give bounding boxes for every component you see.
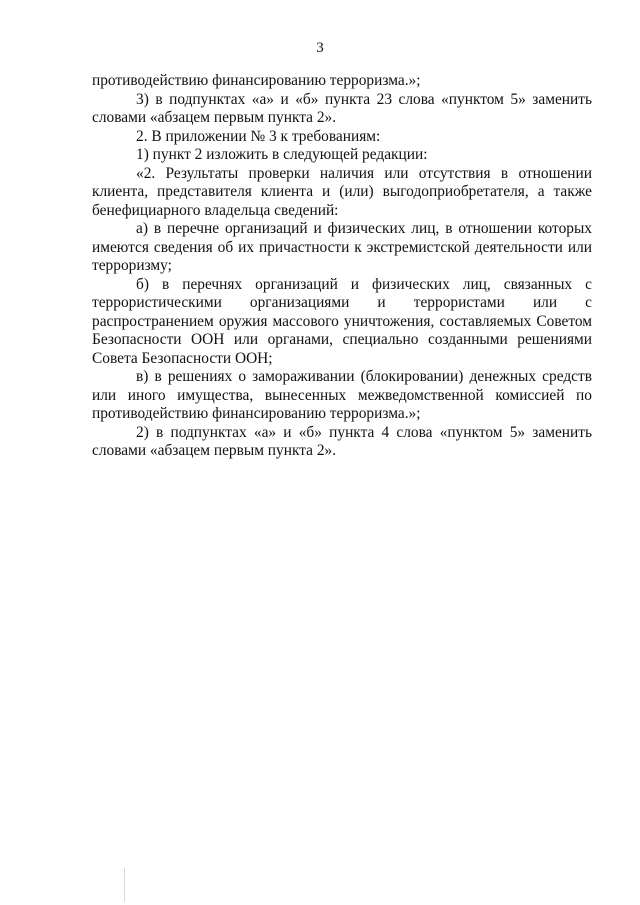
page-number: 3	[316, 40, 324, 56]
paragraph-item-3: 3) в подпунктах «а» и «б» пункта 23 слова «пунктом 5» заменить словами «абзацем первым пункта 2».	[92, 90, 592, 126]
paragraph-appendix-3: 2. В приложении № 3 к требованиям:	[136, 127, 381, 145]
paragraph-item-2: 2) в подпунктах «а» и «б» пункта 4 слова «пунктом 5» заменить словами «абзацем первым пункта 2».	[92, 423, 592, 459]
paragraph-subitem-v: в) в решениях о замораживании (блокировании) денежных средств или иного имущества, вынесенных межведомственной комиссией по противодействию финансированию терроризма.»;	[92, 368, 592, 422]
paragraph-point-2: «2. Результаты проверки наличия или отсутствия в отношении клиента, представителя клиента и (или) выгодоприобретателя, а также бенефициарного владельца сведений:	[92, 164, 592, 219]
paragraph-item-1: 1) пункт 2 изложить в следующей редакции:	[136, 146, 428, 163]
scan-artifact-line	[124, 868, 125, 902]
paragraph-subitem-a: а) в перечне организаций и физических лиц, в отношении которых имеются сведения об их причастности к экстремистской деятельности или терроризму;	[92, 220, 592, 274]
paragraph-continuation: противодействию финансированию терроризма.»;	[92, 72, 421, 89]
document-body	[92, 72, 592, 461]
paragraph-subitem-b: б) в перечнях организаций и физических лиц, связанных с террористическими организациями и террористами или с распространением оружия массового уничтожения, составляемых Советом Безопасности ООН или органами, специально созданными решениями Совета Безопасности ООН;	[92, 275, 592, 367]
